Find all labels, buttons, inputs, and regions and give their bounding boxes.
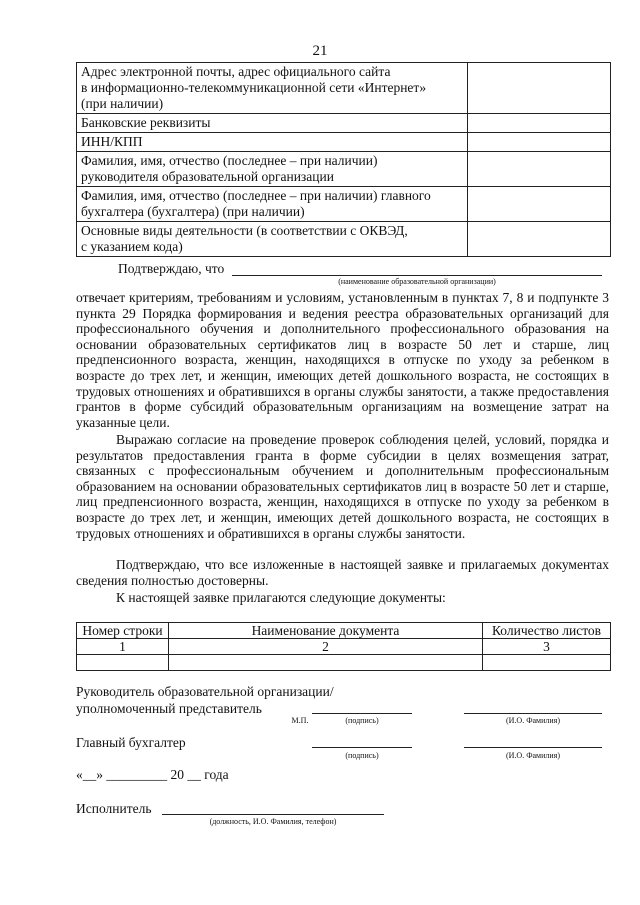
accountant-label: Главный бухгалтер	[76, 735, 186, 750]
organization-info-table	[76, 62, 611, 257]
field-label-line: руководителя образовательной организации	[81, 169, 334, 184]
field-label-line: Адрес электронной почты, адрес официального сайта	[81, 64, 391, 79]
organization-name-field[interactable]	[232, 275, 602, 276]
consent-text: Выражаю согласие на проведение проверок соблюдения целей, условий, порядка и результатов предоставления гранта в форме субсидии в целях возмещения затрат, связанных с профессиональным обучением и дополнительным профессиональным образованием на основании образовательных сертификатов лиц в возрасте 50 лет и старше, лиц предпенсионного возраста, женщин, находящихся в отпуске по уходу за ребенком в возрасте до трех лет, и женщин, имеющих детей дошкольного возраста, не состоящих в трудовых отношениях и обратившихся в органы службы занятости.	[76, 432, 609, 541]
field-label-line: Фамилия, имя, отчество (последнее – при наличии) главного	[81, 188, 431, 203]
field-value-cell[interactable]	[468, 222, 611, 257]
field-label-line: с указанием кода)	[81, 239, 183, 254]
organization-name-caption: (наименование образовательной организации)	[338, 277, 496, 286]
column-number: 3	[483, 639, 611, 655]
table-row	[77, 133, 611, 152]
field-value-cell[interactable]	[468, 63, 611, 114]
confirm-prefix: Подтверждаю, что	[118, 261, 225, 276]
accuracy-text: Подтверждаю, что все изложенные в настоящей заявке и прилагаемых документах сведения полностью достоверны.	[76, 557, 609, 588]
field-label	[77, 222, 468, 257]
table-row	[77, 152, 611, 187]
signature-caption: (подпись)	[345, 751, 379, 760]
table-cell[interactable]	[77, 655, 169, 671]
field-value-cell[interactable]	[468, 114, 611, 133]
accuracy-paragraph	[76, 557, 609, 588]
field-label-line: в информационно-телекоммуникационной сети «Интернет»	[81, 80, 427, 95]
field-label-line: ИНН/КПП	[81, 134, 143, 149]
field-value-cell[interactable]	[468, 133, 611, 152]
column-number: 2	[169, 639, 483, 655]
attachments-paragraph	[76, 590, 609, 606]
head-signature-line[interactable]	[312, 713, 412, 714]
attachments-table	[76, 622, 611, 671]
page-number: 21	[312, 43, 328, 59]
executor-label: Исполнитель	[76, 801, 152, 816]
column-header: Номер строки	[77, 623, 169, 639]
table-row	[77, 63, 611, 114]
table-cell[interactable]	[169, 655, 483, 671]
table-row	[77, 222, 611, 257]
name-caption: (И.О. Фамилия)	[505, 716, 561, 725]
head-label: Руководитель образовательной организации/	[76, 684, 334, 699]
signature-caption: (подпись)	[345, 716, 379, 725]
field-label-line: Фамилия, имя, отчество (последнее – при наличии)	[81, 153, 378, 168]
table-row	[77, 114, 611, 133]
consent-paragraph	[76, 432, 609, 541]
criteria-paragraph: отвечает критериям, требованиям и условиям, установленным в пунктах 7, 8 и подпункте 3 пункта 29 Порядка формирования и ведения реестра образовательных организаций для профессионального обучения и дополнительного профессионального образования на основании образовательных сертификатов лиц в возрасте 50 лет и старше, лиц предпенсионного возраста, женщин, находящихся в отпуске по уходу за ребенком в возрасте до трех лет, и женщин, имеющих детей дошкольного возраста, не состоящих в трудовых отношениях и обратившихся в органы службы занятости, а также предоставления грантов в форме субсидий образовательным организациям на возмещение затрат на указанные цели.	[76, 290, 609, 430]
representative-label: уполномоченный представитель	[76, 701, 262, 716]
field-label	[77, 152, 468, 187]
column-number: 1	[77, 639, 169, 655]
field-label	[77, 114, 468, 133]
attachments-text: К настоящей заявке прилагаются следующие документы:	[116, 590, 446, 605]
head-name-line[interactable]	[464, 713, 602, 714]
table-row	[77, 187, 611, 222]
field-value-cell[interactable]	[468, 152, 611, 187]
table-header-row	[77, 623, 611, 639]
field-label-line: (при наличии)	[81, 96, 164, 111]
table-row	[77, 655, 611, 671]
column-header: Наименование документа	[169, 623, 483, 639]
stamp-label: М.П.	[291, 716, 309, 725]
executor-caption: (должность, И.О. Фамилия, телефон)	[209, 817, 337, 826]
field-label	[77, 187, 468, 222]
name-caption: (И.О. Фамилия)	[505, 751, 561, 760]
date-line: «__» _________ 20 __ года	[76, 767, 229, 782]
accountant-name-line[interactable]	[464, 747, 602, 748]
table-cell[interactable]	[483, 655, 611, 671]
column-header: Количество листов	[483, 623, 611, 639]
table-row	[77, 639, 611, 655]
executor-line[interactable]	[162, 814, 384, 815]
field-value-cell[interactable]	[468, 187, 611, 222]
field-label-line: бухгалтера (бухгалтера) (при наличии)	[81, 204, 305, 219]
field-label	[77, 133, 468, 152]
accountant-signature-line[interactable]	[312, 747, 412, 748]
field-label	[77, 63, 468, 114]
field-label-line: Основные виды деятельности (в соответствии с ОКВЭД,	[81, 223, 408, 238]
field-label-line: Банковские реквизиты	[81, 115, 211, 130]
